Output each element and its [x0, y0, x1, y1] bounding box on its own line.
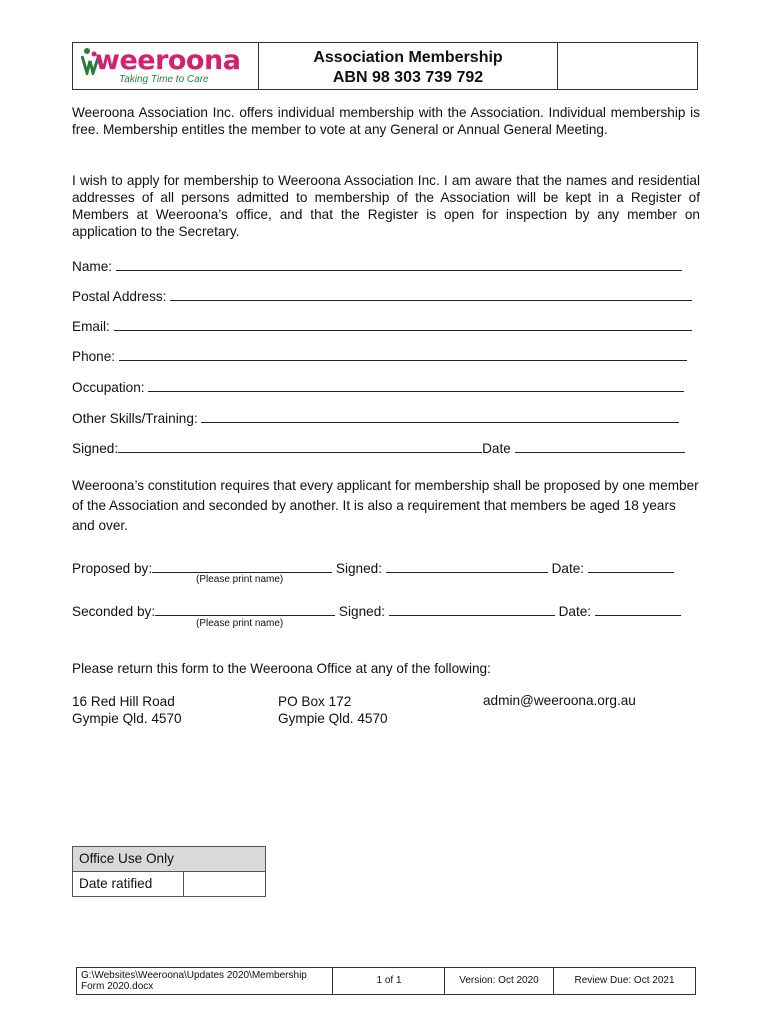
logo-cell: [73, 43, 259, 89]
postal-box-address: [278, 693, 388, 727]
name-label: Name:: [72, 259, 113, 274]
name-field[interactable]: [72, 258, 682, 274]
proposed-signed-label: Signed:: [335, 561, 382, 576]
constitution-paragraph: Weeroona’s constitution requires that every applicant for membership shall be proposed by one member of the Association and seconded by another. It is also a requirement that members be aged 18 years and over.: [72, 478, 699, 533]
date-ratified-label: Date ratified: [79, 876, 153, 891]
occupation-line[interactable]: [148, 379, 684, 392]
logo-tagline: Taking Time to Care: [119, 74, 209, 85]
footer-path-line2: Form 2020.docx: [81, 981, 154, 992]
seconded-signed-line[interactable]: [389, 603, 555, 616]
proposed-row[interactable]: [72, 560, 674, 576]
title-cell: [259, 43, 558, 89]
contact-email[interactable]: admin@weeroona.org.au: [483, 693, 636, 708]
pobox-line1: PO Box 172: [278, 694, 352, 709]
office-use-heading: Office Use Only: [73, 847, 265, 872]
proposed-name-line[interactable]: [152, 560, 332, 573]
skills-label: Other Skills/Training:: [72, 411, 198, 426]
date-label: Date: [482, 441, 511, 456]
header-table: [72, 42, 698, 90]
phone-label: Phone:: [72, 349, 116, 364]
signed-line[interactable]: [118, 440, 482, 453]
seconded-name-line[interactable]: [155, 603, 335, 616]
proposed-signed-line[interactable]: [386, 560, 548, 573]
proposed-print-hint: (Please print name): [196, 574, 284, 585]
seconded-print-hint: (Please print name): [196, 618, 284, 629]
email-line[interactable]: [114, 318, 692, 331]
date-ratified-cell[interactable]: [183, 872, 184, 896]
occupation-label: Occupation:: [72, 380, 145, 395]
phone-line[interactable]: [119, 348, 687, 361]
application-paragraph: I wish to apply for membership to Weeroona Association Inc. I am aware that the names and residential addresses of all persons admitted to membership of the Association will be kept in a Register of Members at Weeroona’s office, and that the Register is open for inspection by any member on application to the Secretary.: [72, 173, 700, 239]
office-use-box: [72, 846, 266, 897]
proposed-label: Proposed by:: [72, 561, 153, 576]
footer-path-line1: G:\Websites\Weeroona\Updates 2020\Membership: [81, 970, 307, 981]
email-field[interactable]: [72, 318, 692, 334]
street-address: [72, 693, 182, 727]
street-line2: Gympie Qld. 4570: [72, 711, 182, 726]
postal-line[interactable]: [170, 288, 692, 301]
phone-field[interactable]: [72, 348, 687, 364]
seconded-label: Seconded by:: [72, 604, 156, 619]
seconded-date-line[interactable]: [595, 603, 681, 616]
intro-paragraph: Weeroona Association Inc. offers individual membership with the Association. Individual membership is free. Membership entitles the member to vote at any General or Annual General Meeting.: [72, 105, 700, 137]
skills-field[interactable]: [72, 410, 679, 426]
footer-page: 1 of 1: [334, 968, 445, 994]
email-label: Email:: [72, 319, 110, 334]
proposed-date-label: Date:: [551, 561, 585, 576]
proposed-date-line[interactable]: [588, 560, 674, 573]
street-line1: 16 Red Hill Road: [72, 694, 175, 709]
form-title: Association Membership: [313, 49, 503, 66]
footer-review: Review Due: Oct 2021: [574, 975, 675, 986]
occupation-field[interactable]: [72, 379, 684, 395]
skills-line[interactable]: [201, 410, 679, 423]
signed-field[interactable]: [72, 440, 685, 456]
postal-label: Postal Address:: [72, 289, 167, 304]
date-line[interactable]: [515, 440, 685, 453]
abn-number: ABN 98 303 739 792: [332, 69, 484, 86]
pobox-line2: Gympie Qld. 4570: [278, 711, 388, 726]
seconded-date-label: Date:: [558, 604, 592, 619]
return-heading: Please return this form to the Weeroona Office at any of the following:: [72, 661, 491, 676]
logo-brand: weeroona: [95, 45, 241, 76]
seconded-row[interactable]: [72, 603, 681, 619]
footer-path: [77, 968, 333, 994]
date-ratified-row: [73, 872, 265, 896]
name-line[interactable]: [116, 258, 682, 271]
footer-table: [76, 967, 696, 995]
signed-label: Signed:: [72, 441, 119, 456]
footer-version: Version: Oct 2020: [445, 968, 554, 994]
seconded-signed-label: Signed:: [338, 604, 386, 619]
postal-field[interactable]: [72, 288, 692, 304]
